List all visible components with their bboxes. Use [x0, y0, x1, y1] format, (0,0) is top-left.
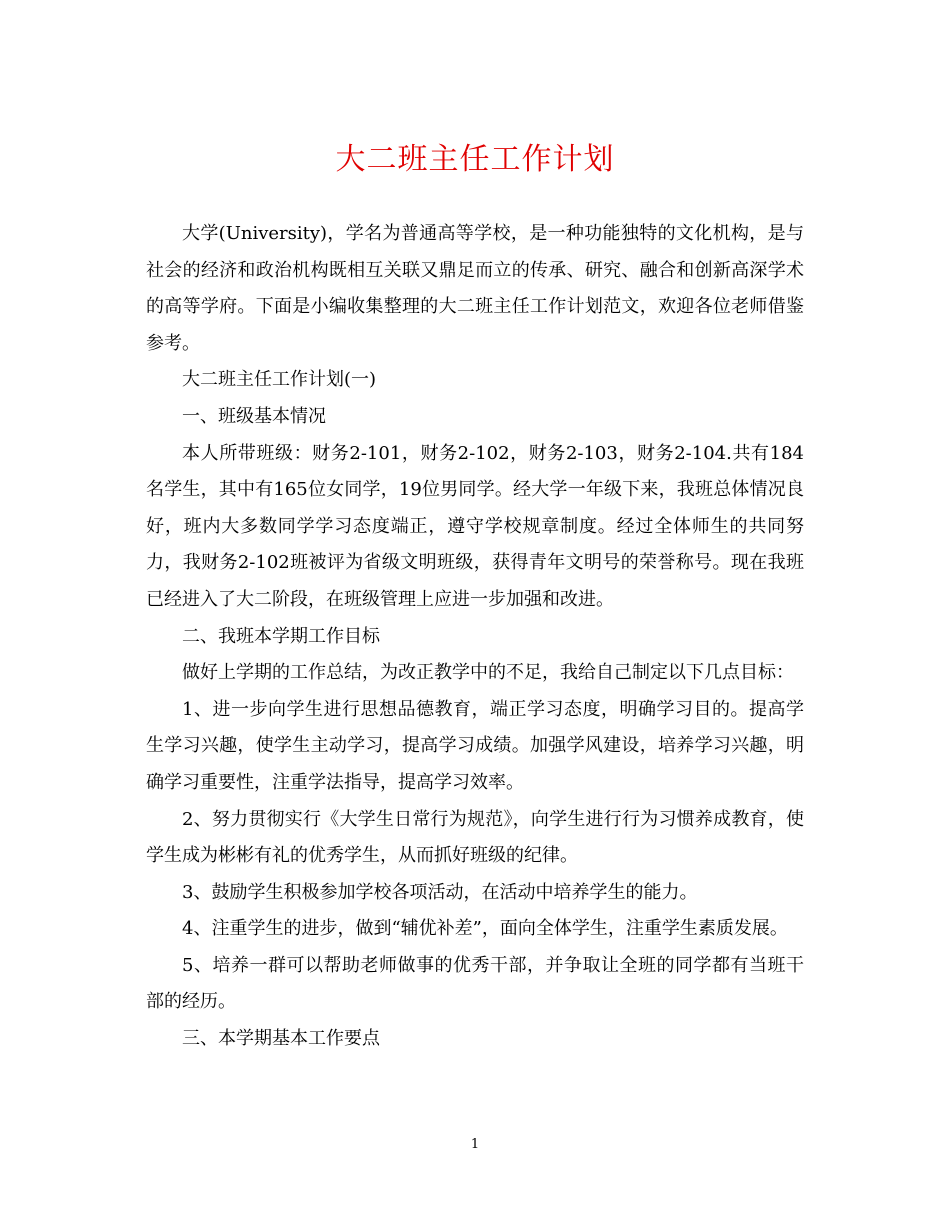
paragraph-class-situation: 本人所带班级：财务2-101，财务2-102，财务2-103，财务2-104.共有184名学生，其中有165位女同学，19位男同学。经大学一年级下来，我班总体情况良好，班内大多数同学学习态度端正，遵守学校规章制度。经过全体师生的共同努力，我财务2-102班被评为省级文明班级，获得青年文明号的荣誉称号。现在我班已经进入了大二阶段，在班级管理上应进一步加强和改进。	[146, 442, 804, 610]
goal-item-4: 4、注重学生的进步，做到“辅优补差”，面向全体学生，注重学生素质发展。	[182, 918, 788, 940]
paragraph-plan-heading: 大二班主任工作计划(一)	[182, 369, 377, 391]
document-body	[146, 216, 804, 1058]
document-title: 大二班主任工作计划	[335, 142, 615, 177]
goal-item-1: 1、进一步向学生进行思想品德教育，端正学习态度，明确学习目的。提高学生学习兴趣，使学生主动学习，提高学习成绩。加强学风建设，培养学习兴趣，明确学习重要性，注重学法指导，提高学习效率。	[146, 698, 804, 793]
goal-item-5: 5、培养一群可以帮助老师做事的优秀干部，并争取让全班的同学都有当班干部的经历。	[146, 954, 804, 1013]
paragraph-intro: 大学(University)，学名为普通高等学校，是一种功能独特的文化机构，是与社会的经济和政治机构既相互关联又鼎足而立的传承、研究、融合和创新高深学术的高等学府。下面是小编收集整理的大二班主任工作计划范文，欢迎各位老师借鉴参考。	[146, 223, 804, 354]
section-heading-1: 一、班级基本情况	[182, 405, 326, 427]
page-number: 1	[470, 1137, 480, 1152]
goal-item-3: 3、鼓励学生积极参加学校各项活动，在活动中培养学生的能力。	[182, 881, 698, 903]
paragraph-goals-intro: 做好上学期的工作总结，为改正教学中的不足，我给自己制定以下几点目标：	[182, 662, 794, 684]
section-heading-3: 三、本学期基本工作要点	[182, 1028, 380, 1050]
goal-item-2: 2、努力贯彻实行《大学生日常行为规范》，向学生进行行为习惯养成教育，使学生成为彬彬有礼的优秀学生，从而抓好班级的纪律。	[146, 808, 804, 867]
section-heading-2: 二、我班本学期工作目标	[182, 625, 380, 647]
